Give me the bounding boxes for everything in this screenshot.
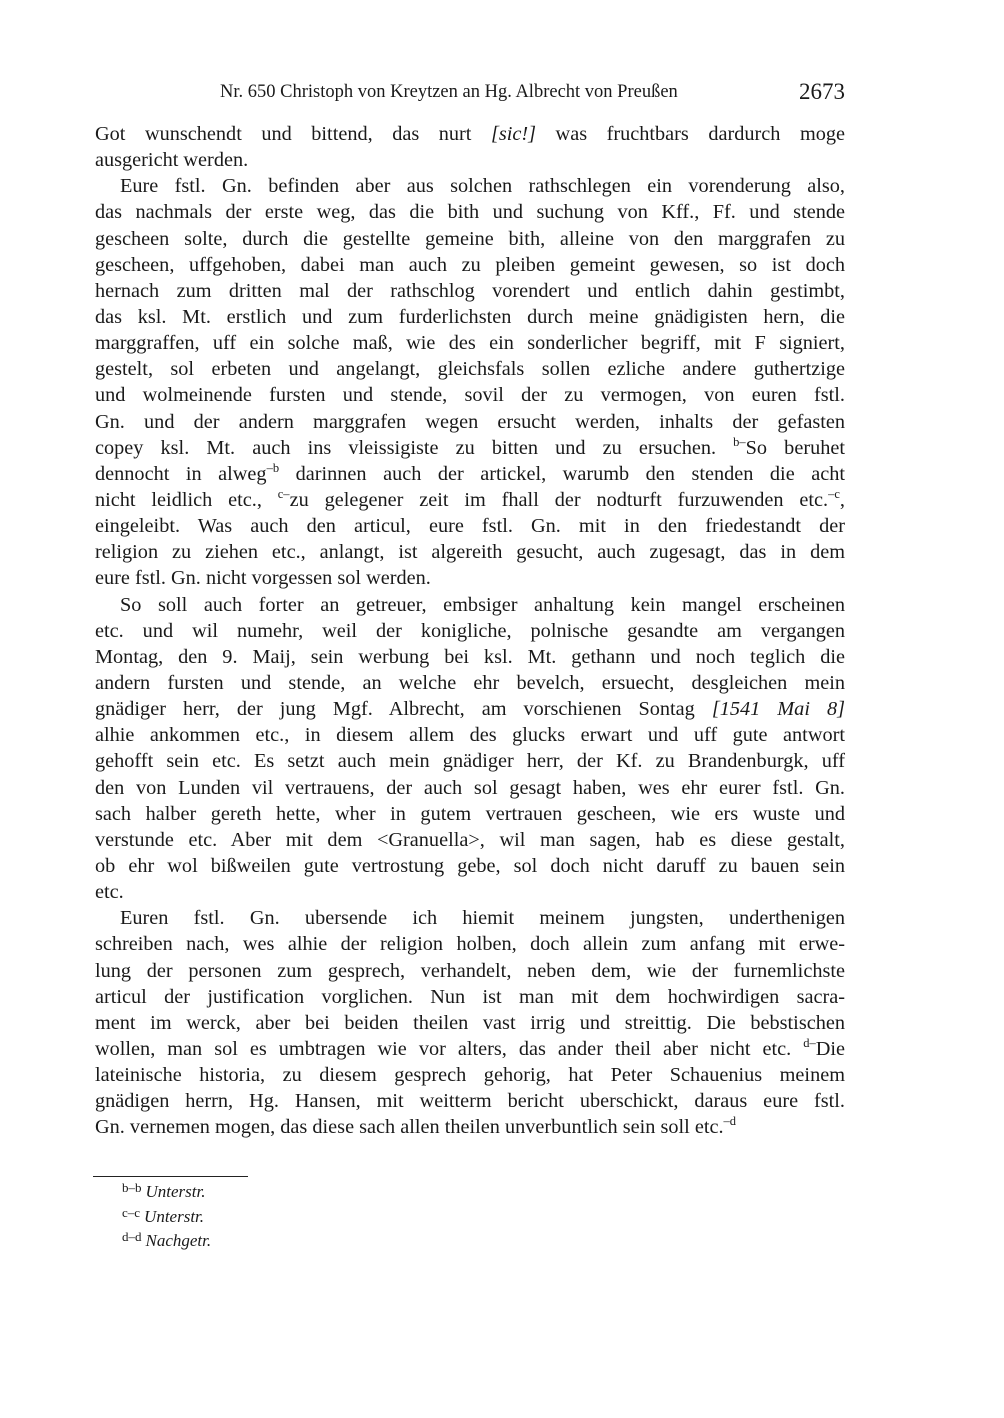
paragraph — [95, 592, 845, 906]
text-line — [95, 252, 845, 278]
footnotes — [122, 1180, 211, 1254]
text-segment: lateinische historia, zu diesem gesprech gehorig, hat Peter Schauenius meinem — [95, 1064, 845, 1087]
page-number: 2673 — [799, 79, 845, 104]
text-segment: Die — [815, 1037, 845, 1060]
text-line — [95, 618, 845, 644]
text-line — [95, 409, 845, 435]
text-line — [95, 670, 845, 696]
text-line — [95, 801, 845, 827]
text-line — [95, 696, 845, 722]
text-line — [95, 905, 845, 931]
text-segment: So beruhet — [745, 436, 845, 459]
footnote-marker: d– — [803, 1035, 816, 1050]
text-line — [95, 1114, 845, 1140]
text-line — [95, 748, 845, 774]
text-line — [95, 775, 845, 801]
text-line — [95, 147, 845, 173]
text-line — [95, 121, 845, 147]
text-segment: Got wunschendt und bittend, das nurt — [95, 123, 491, 145]
text-segment: gescheen, uffgehoben, dabei man auch zu pleiben gemeint gewesen, so ist doch — [95, 253, 845, 276]
text-line — [95, 382, 845, 408]
text-segment: eure fstl. Gn. nicht vorgessen sol werden. — [95, 567, 431, 590]
text-line — [95, 304, 845, 330]
text-line — [95, 461, 845, 487]
text-line — [95, 853, 845, 879]
text-line — [95, 565, 845, 591]
text-segment: und wolmeinende fursten und stende, sovil der zu vermogen, von euren fstl. — [95, 384, 845, 407]
footnote — [122, 1180, 211, 1205]
text-line — [95, 1062, 845, 1088]
text-line — [95, 1010, 845, 1036]
text-segment: So soll auch forter an getreuer, embsiger anhaltung kein mangel erscheinen — [120, 593, 845, 616]
text-line — [95, 931, 845, 957]
footnote-text: Unterstr. — [144, 1206, 205, 1226]
text-line — [95, 435, 845, 461]
text-segment: das nachmals der erste weg, das die bith und suchung von Kff., Ff. und stende — [95, 201, 845, 224]
text-line — [95, 1036, 845, 1062]
footnote-divider — [93, 1176, 248, 1177]
text-segment: hernach zum dritten mal der rathschlog vorendert und entlich dahin gestimbt, — [95, 279, 845, 302]
text-segment: nicht leidlich etc., — [95, 488, 278, 511]
text-segment: zu gelegener zeit im fhall der nodturft furzuwenden etc. — [289, 488, 829, 511]
text-segment: gehofft sein etc. Es setzt auch mein gnädiger herr, der Kf. zu Brandenburgk, uff — [95, 750, 845, 773]
text-segment: wollen, man sol es umbtragen wie vor alters, das ander theil aber nicht etc. — [95, 1037, 804, 1060]
text-line — [95, 278, 845, 304]
text-segment: ausgericht werden. — [95, 149, 249, 172]
text-segment: , — [839, 488, 845, 511]
footnote-marker: –d — [723, 1114, 737, 1129]
text-segment: schreiben nach, wes alhie der religion holben, doch allein zum anfang mit erwe- — [95, 933, 845, 956]
text-segment: Gn. und der andern marggrafen wegen ersucht werden, inhalts der gefasten — [95, 410, 845, 433]
text-segment: lung der personen zum gesprech, verhandelt, neben dem, wie der furnemlichste — [95, 959, 845, 982]
footnote-marker: –b — [266, 460, 280, 475]
text-segment: sach halber gereth hette, wher in gutem vertrauen gescheen, wie ers wuste und — [95, 802, 845, 825]
text-segment: gnädigen herrn, Hg. Hansen, mit weitterm bericht uberschickt, daraus eure fstl. — [95, 1090, 845, 1113]
text-segment: gescheen solte, durch die gestellte gemeine bith, alleine von den marggrafen zu — [95, 227, 845, 250]
footnote-mark: d–d — [122, 1229, 142, 1244]
text-segment: gestelt, sol erbeten und angelangt, gleichsfals sollen ezliche andere guthertzige — [95, 358, 845, 381]
running-header — [95, 80, 845, 108]
text-segment: gnädiger herr, der jung Mgf. Albrecht, am vorschienen Sontag — [95, 698, 712, 721]
text-line — [95, 487, 845, 513]
text-segment: Euren fstl. Gn. ubersende ich hiemit meinem jungsten, underthenigen — [120, 907, 845, 930]
text-segment: alhie ankommen etc., in diesem allem des glucks erwart und uff gute antwort — [95, 724, 845, 747]
text-segment: dennocht in alweg — [95, 462, 267, 485]
main-text — [95, 121, 845, 1140]
text-segment: Gn. vernemen mogen, das diese sach allen theilen unverbuntlich sein soll etc. — [95, 1116, 724, 1139]
text-segment: eingeleibt. Was auch den articul, eure fstl. Gn. mit in den friedestandt der — [95, 515, 845, 538]
text-line — [95, 958, 845, 984]
text-segment: verstunde etc. Aber mit dem <Granuella>, wil man sagen, hab es diese gestalt, — [95, 828, 845, 851]
text-segment: Montag, den 9. Maij, sein werbung bei ksl. Mt. gethann und noch teglich die — [95, 645, 845, 668]
text-segment: was fruchtbars dardurch moge — [536, 123, 845, 145]
footnote-marker: –c — [828, 486, 840, 501]
text-line — [95, 592, 845, 618]
footnote-marker: c– — [277, 486, 290, 501]
text-line — [95, 199, 845, 225]
footnote — [122, 1205, 211, 1230]
footnote-mark: c–c — [122, 1204, 141, 1220]
text-line — [95, 173, 845, 199]
text-line — [95, 539, 845, 565]
text-line — [95, 984, 845, 1010]
footnote-mark: b–b — [122, 1180, 142, 1195]
text-line — [95, 330, 845, 356]
text-line — [95, 356, 845, 382]
text-line — [95, 1088, 845, 1114]
text-segment: marggraffen, uff ein solche maß, wie des ein sonderlicher begriff, mit F signiert, — [95, 332, 845, 355]
text-segment: ment im werck, aber bei beiden theilen vast irrig und streittig. Die bebstischen — [95, 1011, 845, 1034]
text-segment: etc. und wil numehr, weil der konigliche, polnische gesandte am vergangen — [95, 619, 845, 642]
footnote — [122, 1229, 211, 1254]
text-segment: darinnen auch der artickel, warumb den stenden die acht — [279, 462, 845, 485]
footnote-marker: b– — [733, 434, 746, 449]
text-line — [95, 879, 845, 905]
text-segment: das ksl. Mt. erstlich und zum furderlichsten durch meine gnädigisten hern, die — [95, 305, 845, 328]
text-segment: ob ehr wol bißweilen gute vertrostung gebe, sol doch nicht daruff zu bauen sein — [95, 854, 845, 877]
text-segment: den von Lunden vil vertrauens, der auch sol gesagt haben, wes ehr eurer fstl. Gn. — [95, 776, 845, 799]
text-segment: andern fursten und stende, an welche ehr bevelch, ersuecht, desgleichen mein — [95, 671, 845, 694]
text-line — [95, 722, 845, 748]
editorial-note: [1541 Mai 8] — [711, 698, 845, 721]
text-segment: religion zu ziehen etc., anlangt, ist algereith gesucht, auch zugesagt, das in dem — [95, 541, 845, 564]
text-segment: articul der justification vorglichen. Nun ist man mit dem hochwirdigen sacra- — [95, 985, 845, 1008]
text-line — [95, 644, 845, 670]
text-segment: Eure fstl. Gn. befinden aber aus solchen rathschlegen ein vorenderung also, — [120, 175, 845, 198]
text-segment: copey ksl. Mt. auch ins vleissigiste zu bitten und zu ersuchen. — [95, 436, 734, 459]
text-segment: etc. — [95, 881, 124, 904]
paragraph — [95, 173, 845, 591]
paragraph — [95, 905, 845, 1140]
header-title: Nr. 650 Christoph von Kreytzen an Hg. Albrecht von Preußen — [220, 82, 678, 102]
text-line — [95, 226, 845, 252]
footnote-text: Nachgetr. — [145, 1231, 212, 1250]
text-line — [95, 827, 845, 853]
footnote-text: Unterstr. — [145, 1182, 206, 1201]
editorial-note: [sic!] — [490, 123, 537, 145]
text-line — [95, 513, 845, 539]
paragraph — [95, 121, 845, 173]
